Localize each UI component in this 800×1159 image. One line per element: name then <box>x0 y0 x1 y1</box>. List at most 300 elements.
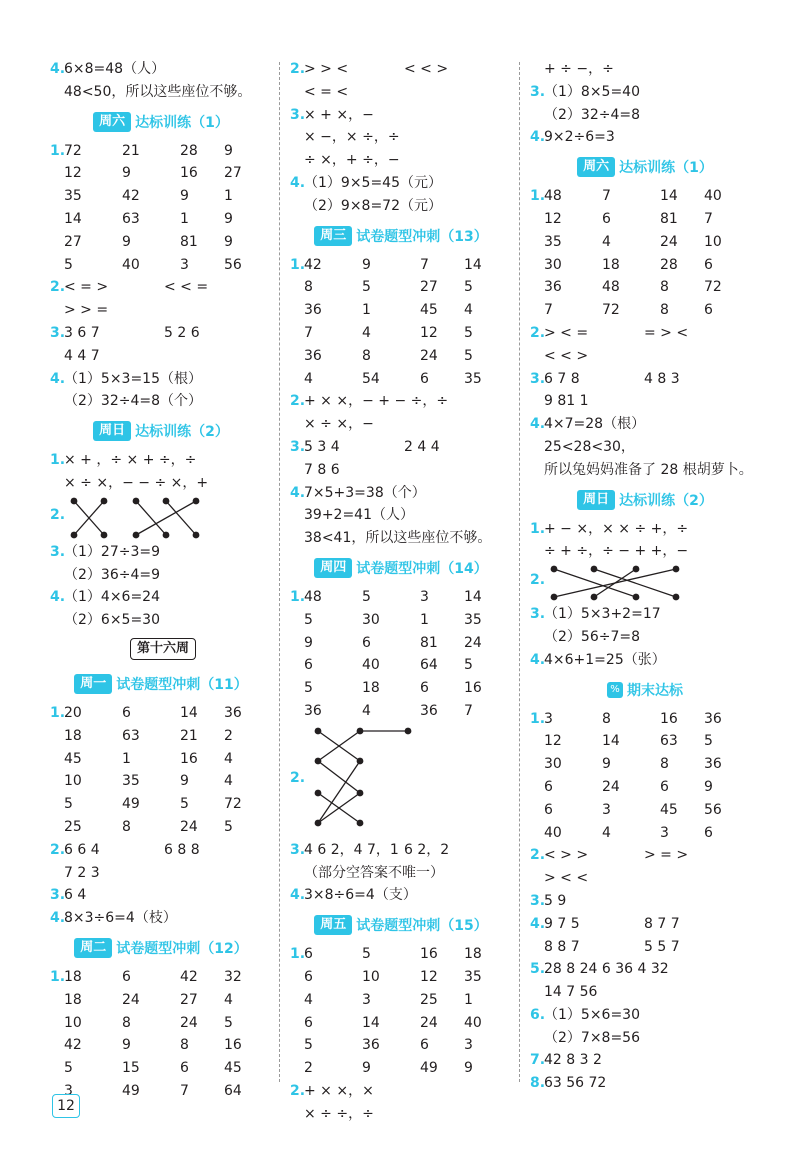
answer-line <box>50 989 272 1012</box>
question-number: 1. <box>50 142 66 159</box>
answer-line <box>530 822 760 845</box>
answer-line <box>530 540 760 563</box>
question-number: 3. <box>530 370 546 387</box>
answer-text: （1）8×5=40 <box>544 83 640 100</box>
day-tag: 周日 <box>93 421 131 441</box>
section-header-inner <box>290 558 512 578</box>
answer-cell: 72 <box>224 796 242 813</box>
answer-cell: 48 <box>544 188 562 205</box>
question-number: 2. <box>50 506 66 523</box>
answer-line <box>530 345 760 368</box>
answer-cell: 42 <box>180 968 198 985</box>
answer-cell: 42 <box>64 1037 82 1054</box>
answer-cell: 5 <box>464 324 473 341</box>
answer-line <box>50 231 272 254</box>
answer-line <box>50 907 272 930</box>
answer-cell: 4 <box>464 302 473 319</box>
answer-line <box>530 299 760 322</box>
answer-column-2 <box>290 58 512 1125</box>
answer-line <box>530 81 760 104</box>
answer-line <box>50 299 272 322</box>
answer-line <box>530 1072 760 1095</box>
answer-cell: 45 <box>224 1060 242 1077</box>
question-number: 3. <box>530 606 546 623</box>
answer-cell: 5 <box>224 1014 233 1031</box>
answer-cell: 1 <box>122 750 131 767</box>
answer-text: （1）5×3+2=17 <box>544 606 661 623</box>
question-number: 3. <box>530 83 546 100</box>
section-header <box>50 413 272 449</box>
answer-line <box>290 1080 512 1103</box>
question-number: 4. <box>290 887 306 904</box>
answer-cell: 2 <box>304 1060 313 1077</box>
answer-text: 7 8 6 <box>304 461 340 478</box>
answer-cell: 36 <box>420 702 438 719</box>
answer-text: + − ×，× × ÷ +，÷ <box>544 520 689 537</box>
answer-cell: 12 <box>64 165 82 182</box>
day-tag: 周三 <box>314 226 352 246</box>
answer-cell: 35 <box>464 968 482 985</box>
answer-cell: 7 <box>464 702 473 719</box>
answer-line <box>530 104 760 127</box>
answer-line <box>530 208 760 231</box>
answer-cell: 30 <box>544 256 562 273</box>
answer-line <box>290 862 512 885</box>
answer-line <box>530 730 760 753</box>
answer-cell: 16 <box>180 750 198 767</box>
answer-line <box>290 345 512 368</box>
answer-text: 6 4 <box>64 887 87 904</box>
answer-cell: 36 <box>304 347 322 364</box>
answer-cell: 36 <box>224 704 242 721</box>
answer-line <box>290 884 512 907</box>
answer-cell: 3 <box>602 801 611 818</box>
answer-cell: 7 <box>420 256 429 273</box>
week-heading <box>50 632 272 666</box>
answer-line <box>530 276 760 299</box>
answer-cell: 42 <box>122 188 140 205</box>
answer-column-1 <box>50 58 272 1103</box>
answer-cell: 36 <box>304 302 322 319</box>
answer-line <box>530 185 760 208</box>
answer-cell: 6 <box>304 657 313 674</box>
answer-cell: 63 <box>122 210 140 227</box>
answer-cell: 2 <box>224 727 233 744</box>
section-title: 试卷题型冲刺（14） <box>356 560 488 577</box>
question-number: 1. <box>530 710 546 727</box>
section-title: 达标训练（2） <box>619 492 713 509</box>
section-header-inner <box>530 157 760 177</box>
answer-line <box>50 702 272 725</box>
question-number: 4. <box>50 370 66 387</box>
answer-line <box>530 518 760 541</box>
answer-cell: 28 <box>660 256 678 273</box>
answer-line <box>290 1034 512 1057</box>
answer-cell: 8 7 7 <box>644 915 680 932</box>
answer-cell: 9 <box>224 210 233 227</box>
section-header-final <box>530 672 760 708</box>
answer-cell: 7 <box>304 324 313 341</box>
answer-cell: 6 <box>122 704 131 721</box>
answer-line <box>290 527 512 550</box>
answer-cell: 9 <box>704 778 713 795</box>
match-dot <box>133 497 140 504</box>
answer-cell: 40 <box>704 188 722 205</box>
answer-line <box>290 943 512 966</box>
answer-cell: > = > <box>644 847 689 864</box>
question-number: 1. <box>290 588 306 605</box>
match-dot <box>101 497 108 504</box>
answer-cell: 12 <box>420 324 438 341</box>
answer-cell: 9 7 5 <box>544 915 580 932</box>
answer-text: < < > <box>544 347 589 364</box>
day-tag: 周日 <box>577 490 615 510</box>
answer-line <box>50 748 272 771</box>
section-title: 试卷题型冲刺（13） <box>356 228 488 245</box>
answer-cell: 27 <box>180 991 198 1008</box>
answer-cell: 25 <box>64 818 82 835</box>
answer-line <box>290 299 512 322</box>
answer-text: （2）36÷4=9 <box>64 566 160 583</box>
answer-cell: 5 <box>304 1037 313 1054</box>
answer-cell: 6 7 8 <box>544 370 580 387</box>
answer-cell: 6 <box>660 778 669 795</box>
answer-line <box>50 81 272 104</box>
match-dot <box>357 819 364 826</box>
answer-cell: 3 <box>544 710 553 727</box>
answer-text: × + ，÷ × + ÷，÷ <box>64 452 197 469</box>
answer-cell: 5 3 4 <box>304 438 340 455</box>
answer-cell: 10 <box>64 773 82 790</box>
answer-cell: 81 <box>180 233 198 250</box>
answer-text: 14 7 56 <box>544 984 598 1001</box>
question-number: 1. <box>530 520 546 537</box>
question-number: 2. <box>290 1082 306 1099</box>
section-header-inner <box>50 938 272 958</box>
section-title: 达标训练（2） <box>135 424 229 441</box>
answer-cell: 4 <box>224 750 233 767</box>
answer-cell: 3 <box>64 1082 73 1099</box>
answer-cell: 3 <box>362 991 371 1008</box>
answer-cell: 30 <box>362 611 380 628</box>
answer-line <box>50 276 272 299</box>
answer-cell: 14 <box>464 588 482 605</box>
page-number: 12 <box>52 1094 80 1118</box>
answer-line <box>290 276 512 299</box>
answer-line <box>290 586 512 609</box>
answer-cell: 6 <box>420 680 429 697</box>
answer-line <box>50 609 272 632</box>
answer-line <box>50 185 272 208</box>
answer-cell: 4 <box>362 324 371 341</box>
answer-text: 7 2 3 <box>64 864 100 881</box>
answer-line <box>290 966 512 989</box>
answer-cell: 3 <box>420 588 429 605</box>
match-dot <box>315 819 322 826</box>
answer-text: 63 56 72 <box>544 1075 607 1092</box>
answer-line <box>290 436 512 459</box>
match-dot <box>193 497 200 504</box>
answer-text: ÷ + ÷，÷ − + +，− <box>544 543 689 560</box>
answer-line <box>50 1034 272 1057</box>
answer-text: > < < <box>544 870 589 887</box>
section-title: 达标训练（1） <box>135 114 229 131</box>
answer-line <box>50 586 272 609</box>
answer-cell: 40 <box>544 824 562 841</box>
answer-cell: 9 <box>362 256 371 273</box>
answer-text: 38<41，所以这些座位不够。 <box>304 530 492 547</box>
answer-line <box>50 1057 272 1080</box>
question-number: 2. <box>290 769 306 786</box>
answer-cell: 6 <box>602 210 611 227</box>
match-dot <box>591 566 598 573</box>
answer-cell: 24 <box>602 778 620 795</box>
answer-line <box>290 254 512 277</box>
answer-text: < = < <box>304 83 349 100</box>
answer-cell: 8 <box>362 347 371 364</box>
matching-answer <box>530 563 760 603</box>
answer-line <box>290 322 512 345</box>
match-line <box>594 569 676 597</box>
answer-text: + × ×，− + − ÷，÷ <box>304 393 449 410</box>
answer-line <box>50 322 272 345</box>
section-header <box>530 149 760 185</box>
match-dot <box>133 531 140 538</box>
answer-cell: 56 <box>224 256 242 273</box>
answer-cell: 14 <box>64 210 82 227</box>
match-dot <box>405 727 412 734</box>
answer-line <box>530 708 760 731</box>
answer-line <box>530 649 760 672</box>
answer-cell: 35 <box>544 233 562 250</box>
answer-cell: 40 <box>464 1014 482 1031</box>
answer-text: 6×8=48（人） <box>64 61 166 77</box>
match-dot <box>71 531 78 538</box>
answer-cell: 5 <box>704 733 713 750</box>
answer-cell: 4 <box>362 702 371 719</box>
answer-line <box>290 195 512 218</box>
answer-cell: 8 <box>602 710 611 727</box>
answer-cell: 63 <box>122 727 140 744</box>
question-number: 2. <box>530 847 546 864</box>
answer-cell: 2 4 4 <box>404 438 440 455</box>
section-header-inner <box>290 226 512 246</box>
match-line <box>554 569 676 597</box>
answer-line <box>290 459 512 482</box>
question-number: 1. <box>50 968 66 985</box>
question-number: 4. <box>50 61 66 77</box>
match-dot <box>357 789 364 796</box>
answer-line <box>290 609 512 632</box>
answer-cell: 6 <box>544 778 553 795</box>
answer-line <box>50 254 272 277</box>
answer-line <box>530 603 760 626</box>
answer-line <box>50 1012 272 1035</box>
answer-text: 7×5+3=38（个） <box>304 484 426 501</box>
answer-line <box>530 958 760 981</box>
answer-cell: 3 <box>464 1037 473 1054</box>
match-dot <box>71 497 78 504</box>
answer-cell: 40 <box>122 256 140 273</box>
section-title: 试卷题型冲刺（15） <box>356 918 488 935</box>
answer-line <box>530 254 760 277</box>
answer-line <box>530 368 760 391</box>
answer-text: × ÷ ×，− <box>304 416 374 433</box>
answer-line <box>50 839 272 862</box>
question-number: 2. <box>530 324 546 341</box>
answer-text: （2）32÷4=8 <box>544 106 640 123</box>
answer-cell: 8 <box>122 1014 131 1031</box>
answer-line <box>530 890 760 913</box>
answer-cell: 14 <box>464 256 482 273</box>
match-line <box>136 501 166 535</box>
answer-cell: 3 <box>660 824 669 841</box>
match-dot <box>315 757 322 764</box>
day-tag: 周六 <box>577 157 615 177</box>
answer-text: （2）32÷4=8（个） <box>64 393 202 410</box>
answer-line <box>50 564 272 587</box>
question-number: 1. <box>290 256 306 273</box>
day-tag: 周四 <box>314 558 352 578</box>
answer-cell: 9 <box>122 1037 131 1054</box>
answer-line <box>290 413 512 436</box>
answer-line <box>50 162 272 185</box>
answer-cell: 18 <box>64 727 82 744</box>
answer-line <box>290 149 512 172</box>
answer-line <box>50 449 272 472</box>
match-dot <box>163 497 170 504</box>
answer-cell: 35 <box>64 188 82 205</box>
matching-diagram <box>64 495 234 541</box>
answer-text: × −，× ÷，÷ <box>304 129 400 146</box>
question-number: 4. <box>530 129 546 146</box>
answer-text: （1）5×6=30 <box>544 1006 640 1023</box>
question-number: 4. <box>50 910 66 927</box>
question-number: 4. <box>530 915 546 932</box>
match-dot <box>357 757 364 764</box>
section-header-inner <box>50 421 272 441</box>
answer-cell: 36 <box>704 756 722 773</box>
match-dot <box>315 727 322 734</box>
answer-cell: 24 <box>420 347 438 364</box>
section-header-inner <box>290 915 512 935</box>
answer-line <box>290 677 512 700</box>
answer-line <box>530 753 760 776</box>
answer-cell: 1 <box>362 302 371 319</box>
match-dot <box>551 566 558 573</box>
answer-cell: 6 6 4 <box>64 841 100 858</box>
answer-cell: 8 <box>304 279 313 296</box>
answer-cell: 5 <box>64 1060 73 1077</box>
answer-line <box>530 1027 760 1050</box>
match-line <box>136 501 196 535</box>
answer-text: 28 8 24 6 36 4 32 <box>544 961 669 978</box>
answer-cell: 27 <box>224 165 242 182</box>
answer-cell: 5 2 6 <box>164 324 200 341</box>
match-dot <box>163 531 170 538</box>
answer-cell: 72 <box>704 279 722 296</box>
answer-cell: = > < <box>644 324 689 341</box>
answer-cell: 35 <box>464 611 482 628</box>
match-line <box>318 761 360 793</box>
answer-cell: 14 <box>660 188 678 205</box>
answer-cell: 21 <box>122 142 140 159</box>
answer-cell: 4 6 2，4 7，1 <box>304 841 399 858</box>
answer-cell: 6 8 8 <box>164 841 200 858</box>
answer-line <box>530 981 760 1004</box>
answer-line <box>50 1080 272 1103</box>
answer-cell: 4 8 3 <box>644 370 680 387</box>
answer-cell: 56 <box>704 801 722 818</box>
answer-text: 48<50，所以这些座位不够。 <box>64 83 252 100</box>
answer-cell: 16 <box>180 165 198 182</box>
answer-text: （2）56÷7=8 <box>544 628 640 645</box>
section-header <box>290 907 512 943</box>
question-number: 3. <box>290 106 306 123</box>
answer-line <box>290 632 512 655</box>
answer-cell: > < = <box>544 324 589 341</box>
matching-answer <box>290 723 512 839</box>
answer-line <box>530 799 760 822</box>
match-dot <box>101 531 108 538</box>
match-line <box>166 501 196 535</box>
question-number: 1. <box>50 452 66 469</box>
answer-line <box>290 81 512 104</box>
answer-line <box>290 58 512 81</box>
answer-cell: 5 <box>64 256 73 273</box>
answer-cell: 12 <box>544 733 562 750</box>
question-number: 3. <box>530 892 546 909</box>
question-number: 4. <box>290 484 306 501</box>
answer-text: + ÷ −，÷ <box>544 61 614 77</box>
answer-line <box>530 913 760 936</box>
answer-cell: 7 <box>704 210 713 227</box>
answer-cell: 21 <box>180 727 198 744</box>
answer-line <box>530 1004 760 1027</box>
answer-cell: 27 <box>64 233 82 250</box>
answer-line <box>530 413 760 436</box>
answer-cell: 16 <box>420 946 438 963</box>
answer-cell: 8 8 7 <box>544 938 580 955</box>
answer-cell: 48 <box>304 588 322 605</box>
question-number: 4. <box>530 416 546 433</box>
answer-cell: 4 <box>304 991 313 1008</box>
question-number: 1. <box>290 946 306 963</box>
question-number: 4. <box>50 589 66 606</box>
answer-line <box>50 793 272 816</box>
section-title: 试卷题型冲刺（12） <box>116 940 248 957</box>
answer-cell: 35 <box>122 773 140 790</box>
answer-cell: 7 <box>544 302 553 319</box>
answer-cell: 14 <box>180 704 198 721</box>
answer-cell: 12 <box>544 210 562 227</box>
answer-cell: 24 <box>420 1014 438 1031</box>
answer-line <box>290 1012 512 1035</box>
answer-line <box>50 884 272 907</box>
question-number: 5. <box>530 961 546 978</box>
answer-line <box>290 482 512 505</box>
answer-text: 8×3÷6=4（枝） <box>64 910 177 927</box>
answer-cell: 8 <box>660 756 669 773</box>
question-number: 3. <box>50 887 66 904</box>
answer-cell: 36 <box>362 1037 380 1054</box>
answer-line <box>50 368 272 391</box>
answer-cell: 3 <box>180 256 189 273</box>
answer-cell: 81 <box>660 210 678 227</box>
match-dot <box>551 594 558 601</box>
answer-cell: 6 <box>704 824 713 841</box>
answer-cell: 81 <box>420 634 438 651</box>
